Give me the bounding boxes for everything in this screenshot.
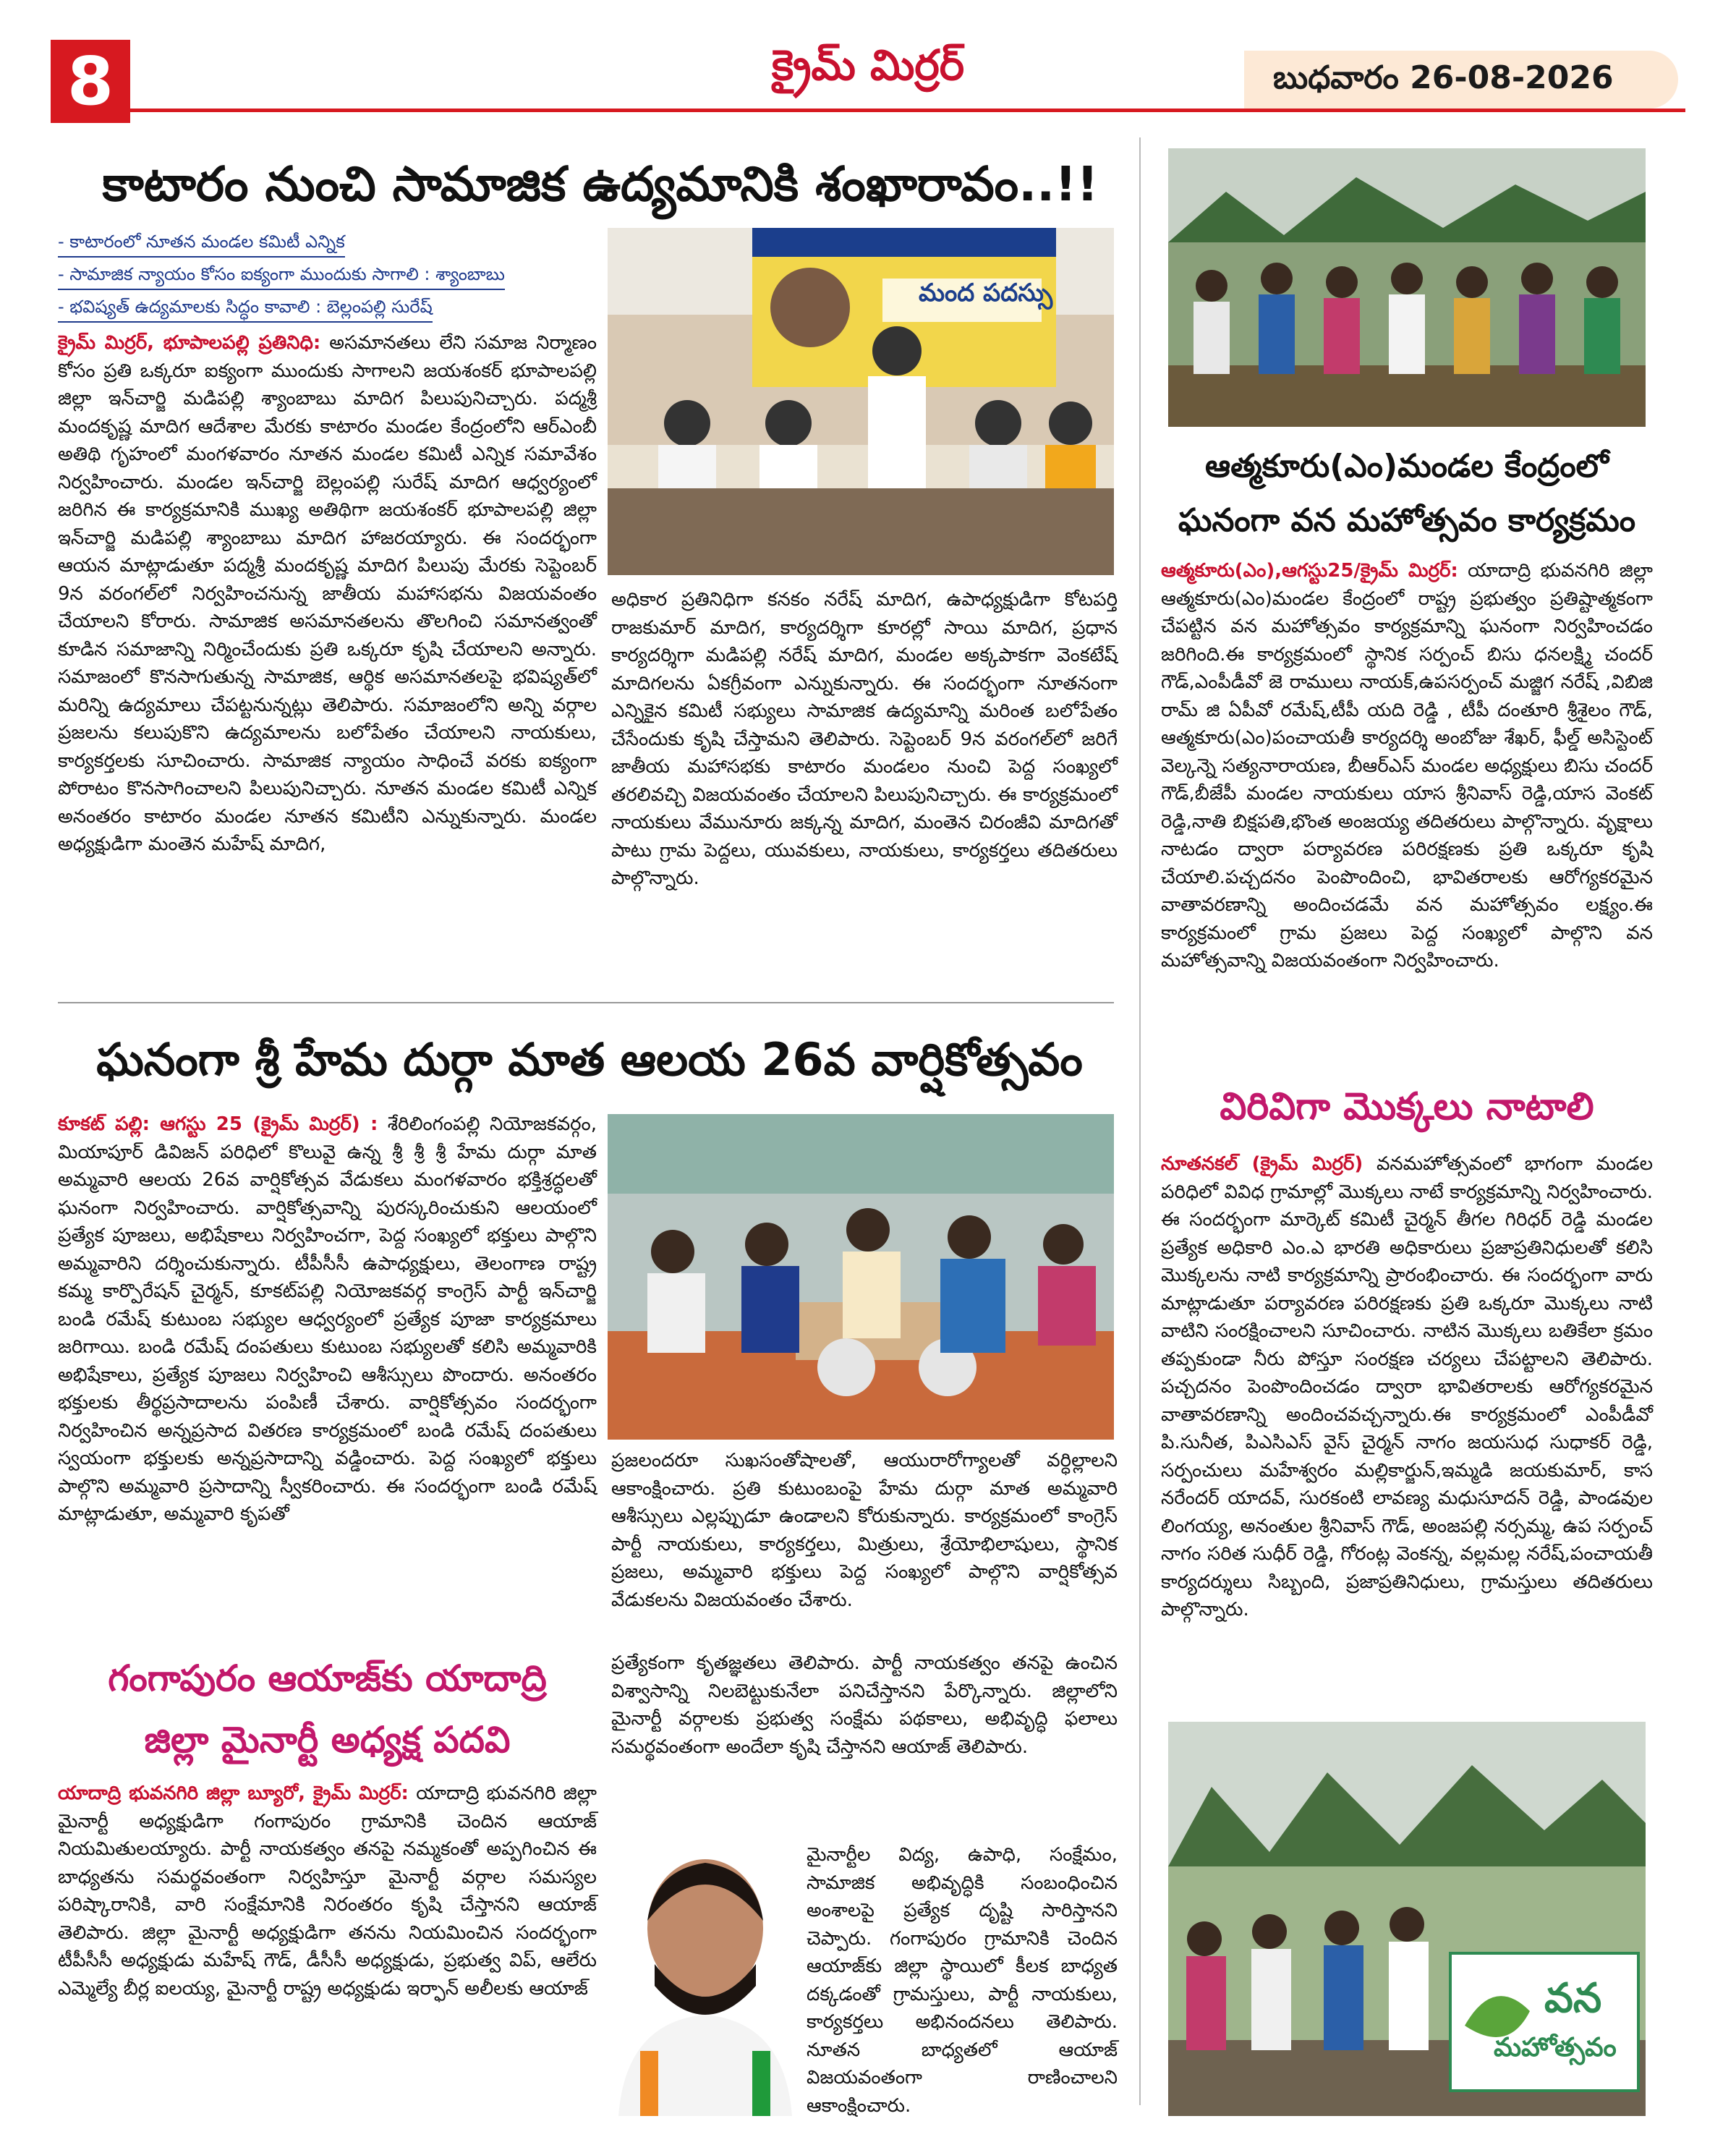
story3-body-left <box>58 1780 597 2120</box>
masthead-logo: క్రైమ్ మిర్రర్ <box>771 41 965 90</box>
story4-body <box>1161 557 1653 1056</box>
story1-headline: కాటారం నుంచి సామాజిక ఉద్యమానికి శంఖారావం..!! <box>102 156 1099 212</box>
story3-body-right-bottom: మైనార్టీల విద్య, ఉపాధి, సంక్షేమం, సామాజిక అభివృద్ధికి సంబంధించిన అంశాలపై ప్రత్యేక దృష్టి సారిస్తానని చెప్పారు. గంగాపురం గ్రామానికి చెందిన ఆయాజ్‌కు జిల్లా స్థాయిలో కీలక బాధ్యత దక్కడంతో గ్రామస్తులు, పార్టీ నాయకులు, కార్యకర్తలు అభినందనలు తెలిపారు. నూతన బాధ్యతలో ఆయాజ్ విజయవంతంగా రాణించాలని ఆకాంక్షించారు. <box>807 1844 1118 2117</box>
page-number: 8 <box>51 40 130 123</box>
story5-body <box>1161 1150 1653 1715</box>
story2-lead: కూకట్ పల్లి: ఆగస్టు 25 (క్రైమ్ మిర్రర్) : <box>58 1113 378 1135</box>
story3-text-left: యాదాద్రి భువనగిరి జిల్లా మైనార్టీ అధ్యక్షుడిగా గంగాపురం గ్రామానికి చెందిన ఆయాజ్ నియమితులయ్యారు. పార్టీ నాయకత్వం తనపై నమ్మకంతో అప్పగించిన ఈ బాధ్యతను సమర్థవంతంగా నిర్వహిస్తూ మైనార్టీ వర్గాల సమస్యల పరిష్కారానికి, వారి సంక్షేమానికి నిరంతరం కృషి చేస్తానని ఆయాజ్ తెలిపారు. జిల్లా మైనార్టీ అధ్యక్షుడిగా తనను నియమించిన సందర్భంగా టీపీసీసీ అధ్యక్షుడు మహేష్ గౌడ్, డీసీసీ అధ్యక్షుడు, ప్రభుత్వ విప్, ఆలేరు ఎమ్మెల్యే బీర్ల ఐలయ్య, మైనార్టీ రాష్ట్ర అధ్యక్షుడు ఇర్ఫాన్ అలీలకు ఆయాజ్ <box>58 1783 597 2000</box>
story1-bullet-1: - కాటారంలో నూతన మండల కమిటీ ఎన్నిక <box>58 231 345 258</box>
story1-body-left <box>58 329 597 966</box>
story2-photo <box>608 1114 1114 1440</box>
story1-lead: క్రైమ్ మిర్రర్, భూపాలపల్లి ప్రతినిధి: <box>58 332 321 354</box>
story5-photo <box>1168 1722 1646 2116</box>
story5-banner-text-2: మహోత్సవం <box>1494 2033 1617 2062</box>
story3-portrait <box>611 1841 799 2116</box>
story3-headline-line2: జిల్లా మైనార్టీ అధ్యక్ష పదవి <box>144 1719 511 1761</box>
top-rule <box>130 109 1685 112</box>
story3-headline-line1: గంగాపురం ఆయాజ్‌కు యాదాద్రి <box>108 1657 547 1699</box>
column-divider <box>1139 137 1141 2105</box>
story4-headline-line2: ఘనంగా వన మహోత్సవం కార్యక్రమం <box>1178 502 1636 539</box>
masthead-tagline <box>825 87 911 101</box>
story2-body-left <box>58 1110 597 1646</box>
story4-photo <box>1168 148 1646 427</box>
story2-body-right: ప్రజలందరూ సుఖసంతోషాలతో, ఆయురారోగ్యాలతో వర్ధిల్లాలని ఆకాంక్షించారు. ప్రతి కుటుంబంపై హేమ దుర్గా మాత అమ్మవారి ఆశీస్సులు ఎల్లప్పుడూ ఉండాలని కోరుకున్నారు. కార్యక్రమంలో కాంగ్రెస్ పార్టీ నాయకులు, కార్యకర్తలు, మిత్రులు, శ్రేయోభిలాషులు, స్థానిక ప్రజలు, అమ్మవారి భక్తులు పెద్ద సంఖ్యలో పాల్గొని వార్షికోత్సవ వేడుకలను విజయవంతం చేశారు. <box>611 1450 1118 1611</box>
story4-lead: ఆత్మకూరు(ఎం),ఆగస్టు25/క్రైమ్ మిర్రర్: <box>1161 560 1458 582</box>
story1-photo <box>608 228 1114 575</box>
story5-text: వనమహోత్సవంలో భాగంగా మండల పరిధిలో వివిధ గ్రామాల్లో మొక్కలు నాటే కార్యక్రమాన్ని నిర్వహించారు. ఈ సందర్భంగా మార్కెట్ కమిటీ చైర్మన్ తీగల గిరిధర్ రెడ్డి మండల ప్రత్యేక అధికారి ఎం.ఎ భారతి అధికారులు ప్రజాప్రతినిధులతో కలిసి మొక్కలను నాటి కార్యక్రమాన్ని ప్రారంభించారు. ఈ సందర్భంగా వారు మాట్లాడుతూ పర్యావరణ పరిరక్షణకు ప్రతి ఒక్కరూ మొక్కలు నాటి వాటిని సంరక్షించాలని సూచించారు. నాటిన మొక్కలు బతికేలా క్రమం తప్పకుండా నీరు పోస్తూ సంరక్షణ చర్యలు చేపట్టాలని తెలిపారు. పచ్చదనం పెంపొందించడం ద్వారా భావితరాలకు ఆరోగ్యకరమైన వాతావరణాన్ని అందించవచ్చన్నారు.ఈ కార్యక్రమంలో ఎంపీడీవో పి.సునీత, పిఎసిఎస్ వైస్ చైర్మన్ నాగం జయసుధ సుధాకర్ రెడ్డి, సర్పంచులు మహేశ్వరం మల్లికార్జున్,ఇమ్మడి జయకుమార్, కాస నరేందర్ యాదవ్, సురకంటి లావణ్య మధుసూదన్ రెడ్డి, పాండవుల లింగయ్య, అనంతుల శ్రీనివాస్ గౌడ్, అంజపల్లి నర్సమ్మ, ఉప సర్పంచ్ నాగం సరిత సుధీర్ రెడ్డి, గోరంట్ల వెంకన్న, వల్లమల్ల నరేష్,పంచాయతీ కార్యదర్శులు సిబ్బంది, ప్రజాప్రతినిధులు, గ్రామస్తులు తదితరులు పాల్గొన్నారు. <box>1161 1153 1654 1620</box>
issue-date: బుధవారం 26-08-2026 <box>1273 59 1614 96</box>
story5-headline: విరివిగా మొక్కలు నాటాలి <box>1220 1085 1594 1129</box>
story4-text: యాదాద్రి భువనగిరి జిల్లా ఆత్మకూరు(ఎం)మండల కేంద్రంలో రాష్ట్ర ప్రభుత్వం ప్రతిష్టాత్మకంగా చేపట్టిన వన మహోత్సవం కార్యక్రమాన్ని ఘనంగా నిర్వహించడం జరిగింది.ఈ కార్యక్రమంలో స్థానిక సర్పంచ్ బిసు ధనలక్ష్మి చందర్ గౌడ్,ఎంపీడీవో జె రాములు నాయక్,ఉపసర్పంచ్ మజ్జిగ నరేష్ ,విబిజి రామ్ జి ఏపీవో రమేష్,టీపీ యది రెడ్డి , టీపీ దంతూరి శ్రీశైలం గౌడ్, ఆత్మకూరు(ఎం)పంచాయతీ కార్యదర్శి అంబోజు శేఖర్, ఫీల్డ్ అసిస్టెంట్ వెల్కన్నె సత్యనారాయణ, బీఆర్ఎస్ మండల అధ్యక్షులు బిసు చందర్ గౌడ్,బీజేపీ మండల నాయకులు యాస శ్రీనివాస్ రెడ్డి,యాస వెంకట్ రెడ్డి,నాతి బిక్షపతి,భొంత అంజయ్య తదితరులు పాల్గొన్నారు. వృక్షాలు నాటడం ద్వారా పర్యావరణ పరిరక్షణకు ప్రతి ఒక్కరూ కృషి చేయాలి.పచ్చదనం పెంపొందించి, భావితరాలకు ఆరోగ్యకరమైన వాతావరణాన్ని అందించడమే వన మహోత్సవం లక్ష్యం.ఈ కార్యక్రమంలో గ్రామ ప్రజలు పెద్ద సంఖ్యలో పాల్గొని వన మహోత్సవాన్ని విజయవంతంగా నిర్వహించారు. <box>1161 560 1654 972</box>
story1-bullet-2: - సామాజిక న్యాయం కోసం ఐక్యంగా ముందుకు సాగాలి : శ్యాంబాబు <box>58 264 505 290</box>
story1-bullet-3: - భవిష్యత్ ఉద్యమాలకు సిద్ధం కావాలి : బెల్లంపల్లి సురేష్ <box>58 297 433 323</box>
story2-headline: ఘనంగా శ్రీ హేమ దుర్గా మాత ఆలయ 26వ వార్షికోత్సవం <box>96 1033 1083 1086</box>
story2-text-left: శేరిలింగంపల్లి నియోజకవర్గం, మియాపూర్ డివిజన్ పరిధిలో కొలువై ఉన్న శ్రీ శ్రీ శ్రీ హేమ దుర్గా మాత అమ్మవారి ఆలయ 26వ వార్షికోత్సవ వేడుకలు మంగళవారం భక్తిశ్రద్ధలతో ఘనంగా నిర్వహించారు. వార్షికోత్సవాన్ని పురస్కరించుకుని ఆలయంలో ప్రత్యేక పూజలు, అభిషేకాలు నిర్వహించగా, పెద్ద సంఖ్యలో భక్తులు పాల్గొని అమ్మవారిని దర్శించుకున్నారు. టీపీసీసీ ఉపాధ్యక్షులు, తెలంగాణ రాష్ట్ర కమ్మ కార్పొరేషన్ చైర్మన్, కూకట్‌పల్లి నియోజకవర్గ కాంగ్రెస్ పార్టీ ఇన్‌చార్జి బండి రమేష్ కుటుంబ సభ్యుల ఆధ్వర్యంలో ప్రత్యేక పూజా కార్యక్రమాలు జరిగాయి. బండి రమేష్ దంపతులు కుటుంబ సభ్యులతో కలిసి అమ్మవారికి అభిషేకాలు, ప్రత్యేక పూజలు నిర్వహించి ఆశీస్సులు పొందారు. అనంతరం భక్తులకు తీర్థప్రసాదాలను పంపిణీ చేశారు. వార్షికోత్సవం సందర్భంగా నిర్వహించిన అన్నప్రసాద వితరణ కార్యక్రమంలో బండి రమేష్ దంపతులు స్వయంగా భక్తులకు అన్నప్రసాదాన్ని వడ్డించారు. పెద్ద సంఖ్యలో భక్తులు పాల్గొని అమ్మవారి ప్రసాదాన్ని స్వీకరించారు. ఈ సందర్భంగా బండి రమేష్ మాట్లాడుతూ, అమ్మవారి కృపతో <box>58 1113 597 1525</box>
story5-lead: నూతనకల్ (క్రైమ్ మిర్రర్) <box>1161 1153 1363 1175</box>
story-divider-1 <box>58 1002 1114 1003</box>
story1-body-right: అధికార ప్రతినిధిగా కనకం నరేష్ మాదిగ, ఉపాధ్యక్షుడిగా కోటపర్తి రాజకుమార్ మాదిగ, కార్యదర్శిగా కూరల్లో సాయి మాదిగ, ప్రధాన కార్యదర్శిగా మడిపల్లి నరేష్ మాదిగ, మండల అక్కపాకగా వెంకటేష్ మాదిగలను ఏకగ్రీవంగా ఎన్నుకున్నారు. ఈ సందర్భంగా నూతనంగా ఎన్నికైన కమిటీ సభ్యులు సామాజిక ఉద్యమాన్ని మరింత బలోపేతం చేసేందుకు కృషి చేస్తామని తెలిపారు. సెప్టెంబర్ 9న వరంగల్‌లో జరిగే జాతీయ మహాసభకు కాటారం మండలం నుంచి పెద్ద సంఖ్యలో తరలివచ్చి విజయవంతం చేయాలని పిలుపునిచ్చారు. ఈ కార్యక్రమంలో నాయకులు వేమునూరు జక్కన్న మాదిగ, మంతెన చిరంజీవి మాదిగతో పాటు గ్రామ పెద్దలు, యువకులు, నాయకులు, కార్యకర్తలు తదితరులు పాల్గొన్నారు. <box>611 589 1118 889</box>
story1-photo-banner: మంద పదస్సు <box>919 279 1053 307</box>
story5-banner-text-1: వన <box>1544 1975 1602 2022</box>
story4-headline-line1: ఆత్మకూరు(ఎం)మండల కేంద్రంలో <box>1205 448 1609 485</box>
story1-text-left: అసమానతలు లేని సమాజ నిర్మాణం కోసం ప్రతి ఒక్కరూ ఐక్యంగా ముందుకు సాగాలని జయశంకర్ భూపాలపల్లి జిల్లా ఇన్‌చార్జి మడిపల్లి శ్యాంబాబు మాదిగ పిలుపునిచ్చారు. పద్మశ్రీ మందకృష్ణ మాదిగ ఆదేశాల మేరకు కాటారం మండల కేంద్రంలోని ఆర్‌ఎంబీ అతిథి గృహంలో మంగళవారం నూతన మండల కమిటీ ఎన్నిక సమావేశం నిర్వహించారు. మండల ఇన్‌చార్జి బెల్లంపల్లి సురేష్ మాదిగ ఆధ్వర్యంలో జరిగిన ఈ కార్యక్రమానికి ముఖ్య అతిథిగా జయశంకర్ భూపాలపల్లి జిల్లా ఇన్‌చార్జి మడిపల్లి శ్యాంబాబు మాదిగ హాజరయ్యారు. ఈ సందర్భంగా ఆయన మాట్లాడుతూ పద్మశ్రీ మందకృష్ణ మాదిగ పిలుపు మేరకు సెప్టెంబర్ 9న వరంగల్‌లో నిర్వహించనున్న జాతీయ మహాసభను విజయవంతం చేయాలని కోరారు. సామాజిక అసమానతలను తొలగించి సమానత్వంతో కూడిన సమాజాన్ని నిర్మించేందుకు ప్రతి ఒక్కరూ కృషి చేయాలని అన్నారు. సమాజంలో కొనసాగుతున్న సామాజిక, ఆర్థిక అసమానతలపై భవిష్యత్‌లో మరిన్ని ఉద్యమాలు చేపట్టనున్నట్లు తెలిపారు. సమాజంలోని అన్ని వర్గాల ప్రజలను కలుపుకొని ఉద్యమాలను బలోపేతం చేయాలని నాయకులు, కార్యకర్తలకు సూచించారు. సామాజిక న్యాయం సాధించే వరకు ఐక్యంగా పోరాటం కొనసాగించాలని పిలుపునిచ్చారు. నూతన మండల కమిటీ ఎన్నిక అనంతరం కాటారం మండల నూతన కమిటీని ఎన్నుకున్నారు. మండల అధ్యక్షుడిగా మంతెన మహేష్ మాదిగ, <box>58 332 597 855</box>
story3-lead: యాదాద్రి భువనగిరి జిల్లా బ్యూరో, క్రైమ్ మిర్రర్: <box>58 1783 409 1804</box>
story3-body-right-top: ప్రత్యేకంగా కృతజ్ఞతలు తెలిపారు. పార్టీ నాయకత్వం తనపై ఉంచిన విశ్వాసాన్ని నిలబెట్టుకునేలా పనిచేస్తానని పేర్కొన్నారు. జిల్లాలోని మైనార్టీ వర్గాలకు ప్రభుత్వ సంక్షేమ పథకాలు, అభివృద్ధి ఫలాలు సమర్థవంతంగా అందేలా కృషి చేస్తానని ఆయాజ్ తెలిపారు. <box>611 1652 1118 1758</box>
